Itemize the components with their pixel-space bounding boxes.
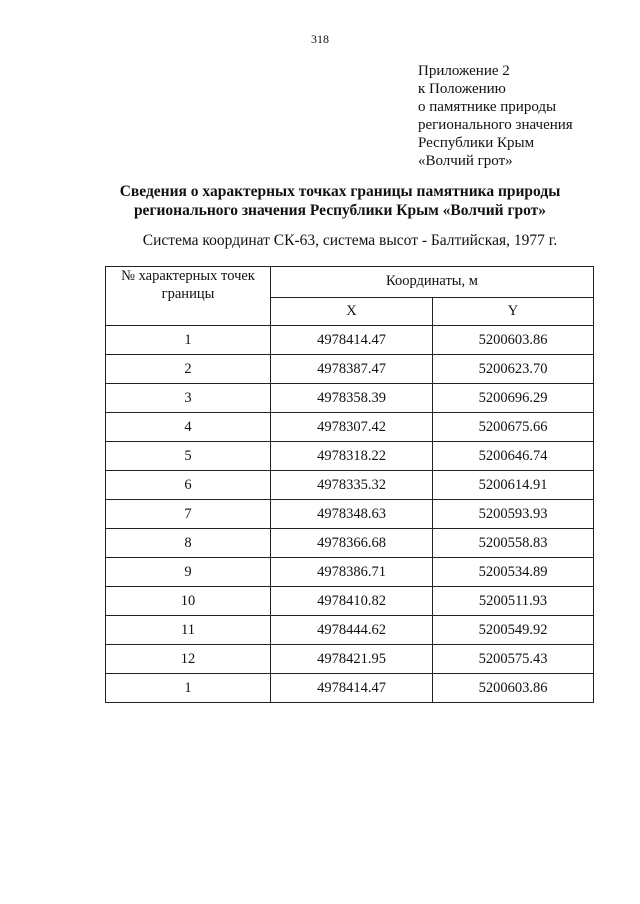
point-number-cell: 2 [106,355,271,384]
table-row [106,674,594,703]
y-cell: 5200593.93 [433,500,594,529]
header-y: Y [433,297,594,325]
y-cell: 5200603.86 [433,674,594,703]
y-cell: 5200534.89 [433,558,594,587]
x-cell: 4978414.47 [271,674,433,703]
header-x: X [271,297,433,325]
table-row [106,587,594,616]
table-row [106,355,594,384]
point-number-cell: 5 [106,442,271,471]
table-row [106,326,594,355]
table-row [106,529,594,558]
point-number-cell: 12 [106,645,271,674]
x-cell: 4978410.82 [271,587,433,616]
x-cell: 4978421.95 [271,645,433,674]
y-cell: 5200575.43 [433,645,594,674]
table-row [106,645,594,674]
boundary-points-table [105,266,594,703]
point-number-cell: 6 [106,471,271,500]
appendix-line: «Волчий грот» [418,153,513,169]
appendix-line: регионального значения [418,117,573,133]
appendix-reference [418,62,573,170]
x-cell: 4978358.39 [271,384,433,413]
y-cell: 5200603.86 [433,326,594,355]
header-point-number: № характерных точек границы [106,267,271,326]
y-cell: 5200623.70 [433,355,594,384]
table-row [106,558,594,587]
table-row [106,500,594,529]
point-number-cell: 1 [106,674,271,703]
y-cell: 5200511.93 [433,587,594,616]
x-cell: 4978414.47 [271,326,433,355]
x-cell: 4978348.63 [271,500,433,529]
x-cell: 4978335.32 [271,471,433,500]
title-line: Сведения о характерных точках границы памятника природы [119,183,561,200]
table-row [106,471,594,500]
point-number-cell: 9 [106,558,271,587]
x-cell: 4978366.68 [271,529,433,558]
coordinate-system-caption: Система координат СК-63, система высот - Балтийская, 1977 г. [142,232,558,249]
appendix-line: Республики Крым [418,135,535,151]
x-cell: 4978318.22 [271,442,433,471]
table-row [106,384,594,413]
y-cell: 5200558.83 [433,529,594,558]
document-title [0,182,640,220]
point-number-cell: 8 [106,529,271,558]
x-cell: 4978307.42 [271,413,433,442]
header-coordinates: Координаты, м [271,267,594,298]
point-number-cell: 7 [106,500,271,529]
x-cell: 4978386.71 [271,558,433,587]
page-number: 318 [311,32,329,46]
point-number-cell: 11 [106,616,271,645]
point-number-cell: 10 [106,587,271,616]
table-row [106,413,594,442]
point-number-cell: 1 [106,326,271,355]
y-cell: 5200614.91 [433,471,594,500]
appendix-line: Приложение 2 [418,63,510,79]
point-number-cell: 3 [106,384,271,413]
title-line: регионального значения Республики Крым «Волчий грот» [133,202,547,219]
y-cell: 5200646.74 [433,442,594,471]
appendix-line: о памятнике природы [418,99,557,115]
x-cell: 4978387.47 [271,355,433,384]
y-cell: 5200549.92 [433,616,594,645]
table-row [106,616,594,645]
appendix-line: к Положению [418,81,506,97]
y-cell: 5200675.66 [433,413,594,442]
y-cell: 5200696.29 [433,384,594,413]
point-number-cell: 4 [106,413,271,442]
x-cell: 4978444.62 [271,616,433,645]
table-row [106,442,594,471]
